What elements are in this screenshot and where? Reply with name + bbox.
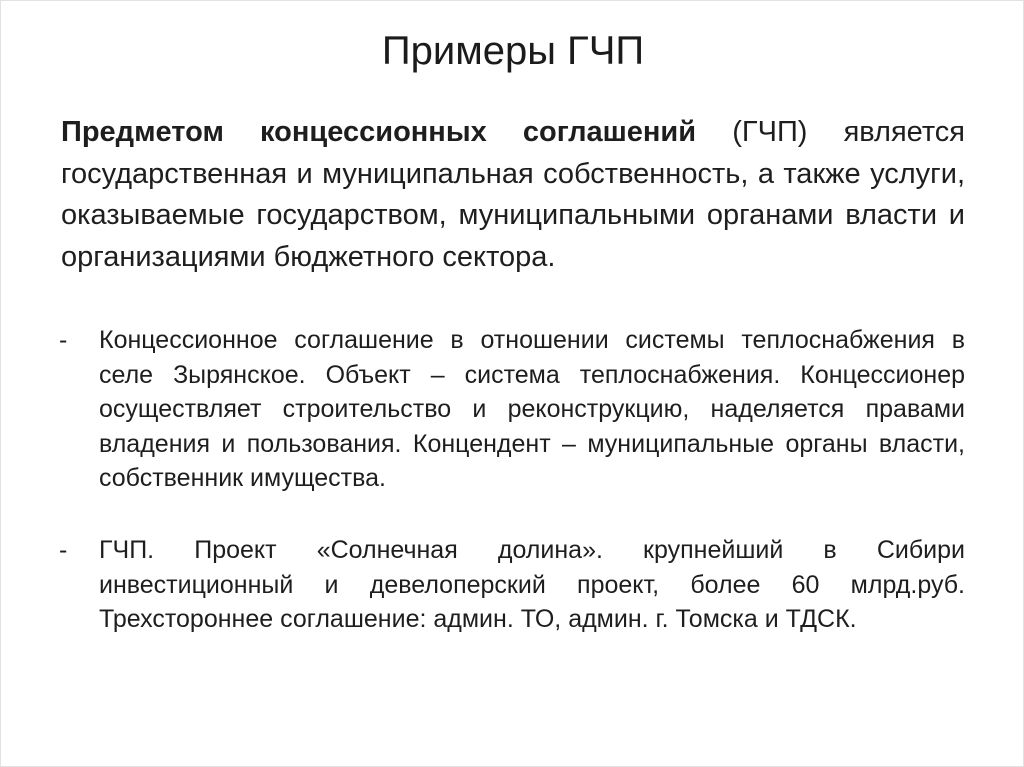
list-item (59, 533, 965, 637)
slide-title: Примеры ГЧП (381, 29, 645, 73)
intro-lead: Предметом концессионных соглашений (61, 116, 697, 148)
bullet-marker: - (59, 326, 68, 354)
bullet-marker: - (59, 536, 68, 564)
list-item (59, 323, 965, 496)
intro-paragraph (61, 112, 965, 278)
intro-rest: (ГЧП) является государственная и муниципальная собственность, а также услуги, оказываемые государством, муниципальными органами власти и организациями бюджетного сектора. (61, 116, 965, 273)
list-item-text: ГЧП. Проект «Солнечная долина». крупнейший в Сибири инвестиционный и девелоперский проект, более 60 млрд.руб. Трехстороннее соглашение: админ. ТО, админ. г. Томска и ТДСК. (99, 536, 965, 634)
bullet-list-1 (59, 323, 965, 496)
list-item-text: Концессионное соглашение в отношении системы теплоснабжения в селе Зырянское. Объект – система теплоснабжения. Концессионер осуществляет строительство и реконструкцию, наделяется правами владения и пользования. Концендент – муниципальные органы власти, собственник имущества. (99, 326, 965, 493)
bullet-list-2 (59, 533, 965, 637)
